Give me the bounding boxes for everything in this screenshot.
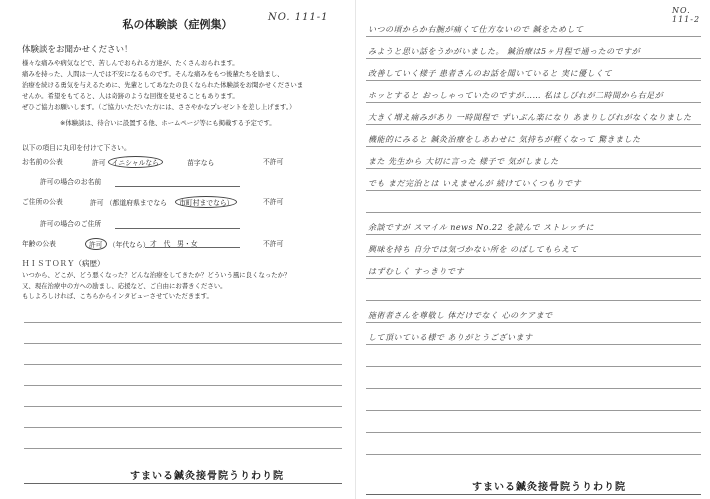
permit-label: 許可	[90, 199, 104, 207]
handwritten-line: はずむしく すっきりです	[368, 267, 465, 276]
age-field[interactable]	[145, 247, 240, 248]
writing-line	[366, 432, 701, 433]
age-permit-circled[interactable]: 許可	[85, 238, 107, 250]
writing-line	[366, 322, 701, 323]
age-deny-option[interactable]: 不許可	[263, 240, 284, 248]
permit-label: 許可	[92, 159, 106, 167]
writing-line	[24, 406, 342, 407]
handwritten-line: して頂いている様で ありがとうございます	[368, 333, 533, 342]
footer-rule	[24, 483, 342, 484]
writing-line	[366, 80, 701, 81]
handwritten-line: また 先生から 大切に言った 様子で 気がしました	[368, 157, 559, 166]
handwritten-line: 興味を持ち 自分では気づかない所を のばしてもらえて	[368, 245, 579, 254]
name-field[interactable]	[115, 186, 240, 187]
age-publish-label: 年齢の公表	[22, 240, 56, 248]
writing-line	[366, 234, 701, 235]
address-permit-option[interactable]	[90, 196, 237, 208]
writing-line	[366, 388, 701, 389]
writing-line	[366, 58, 701, 59]
handwritten-line: ホッとすると おっしゃっていたのですが…… 私はしびれが二時間から右足が	[368, 91, 664, 100]
intro-note: ※体験談は、待合いに設置する他、ホームページ等にも掲載する予定です。	[60, 119, 276, 127]
page-title: 私の体験談（症例集）	[122, 18, 233, 31]
handwritten-line: 施術者さんを尊敬し 体だけでなく 心のケアまで	[368, 311, 553, 320]
address-publish-label: ご住所の公表	[22, 198, 63, 206]
form-intro: 以下の項目に丸印を付けて下さい。	[22, 144, 131, 152]
intro-text	[22, 58, 340, 113]
writing-line	[366, 300, 701, 301]
writing-line	[24, 343, 342, 344]
handwritten-line: みようと思い話をうかがいました。 鍼治療は5ヶ月程で通ったのですが	[368, 47, 641, 56]
writing-line	[366, 102, 701, 103]
handwritten-line: 余談ですが スマイル news No.22 を読んで ストレッチに	[368, 223, 595, 232]
name-publish-label: お名前の公表	[22, 158, 63, 166]
surname-option[interactable]: 苗字なら	[187, 159, 215, 167]
writing-line	[366, 454, 701, 455]
age-value: 才 代 男・女	[150, 240, 198, 248]
writing-line	[366, 366, 701, 367]
age-permit-option[interactable]	[85, 238, 150, 250]
writing-line	[366, 124, 701, 125]
intro-title: 体験談をお聞かせください！	[22, 45, 133, 55]
clinic-footer: すまいる鍼灸接骨院うりわり院	[130, 471, 284, 482]
intro-line: 痛みを持った、人間は一人では不安になるものです。そんな痛みをもつ後輩たちを励まし、	[22, 70, 284, 78]
writing-line	[24, 322, 342, 323]
writing-line	[24, 427, 342, 428]
writing-line	[366, 344, 701, 345]
history-line: いつから、どこが、どう悪くなった？どんな治療をしてきたか？どういう風に良くなったか？	[22, 271, 291, 279]
history-title: ＨＩＳＴＯＲＹ（病歴）	[22, 259, 105, 268]
name-deny-option[interactable]: 不許可	[263, 158, 284, 166]
footer-rule	[366, 494, 701, 495]
handwritten-line: 機能的にみると 鍼灸治療をしあわせに 気持ちが軽くなって 驚きました	[368, 135, 641, 144]
intro-line: せんか。希望をもてると、人は奇跡のような回復を見せることもあります。	[22, 92, 239, 100]
history-instructions	[22, 270, 342, 302]
address-field-label: 許可の場合のご住所	[40, 220, 102, 228]
writing-line	[366, 190, 701, 191]
name-field-label: 許可の場合のお名前	[40, 178, 102, 186]
writing-line	[366, 256, 701, 257]
writing-line	[24, 364, 342, 365]
intro-line: ぜひご協力お願いします。（ご協力いただいた方には、ささやかなプレゼントを差し上げます。）	[22, 103, 296, 111]
name-permit-option[interactable]	[92, 156, 214, 168]
writing-line	[366, 146, 701, 147]
writing-line	[366, 168, 701, 169]
intro-line: 様々な痛みや病気などで、苦しんでおられる方達が、たくさんおられます。	[22, 59, 239, 67]
writing-line	[24, 448, 342, 449]
writing-line	[24, 385, 342, 386]
address-field[interactable]	[115, 228, 240, 229]
page-number: NO. 111-2	[672, 6, 701, 24]
intro-line: 治療を続ける勇気を与えるために、先輩としてあなたの良くなられた体験談をお聞かせくださいま	[22, 81, 304, 89]
age-era-option: （年代なら）	[108, 241, 150, 249]
page-number: NO. 111-1	[268, 12, 329, 23]
writing-line	[366, 212, 701, 213]
address-deny-option[interactable]: 不許可	[263, 198, 284, 206]
initial-option-circled[interactable]: イニシャルなら	[108, 156, 163, 168]
history-line: 又、現在治療中の方への励まし、応援など、ご自由にお書きください。	[22, 281, 227, 290]
handwritten-line: 大きく増え痛みがあり 一時間程で ずいぶん楽になり あまりしびれがなくなりました	[368, 113, 692, 122]
right-page	[355, 0, 710, 499]
clinic-footer: すまいる鍼灸接骨院うりわり院	[472, 482, 626, 493]
writing-line	[366, 36, 701, 37]
handwritten-line: でも まだ完治とは いえませんが 続けていくつもりです	[368, 179, 582, 188]
prefecture-option[interactable]: （都道府県までなら	[105, 199, 167, 207]
history-line: もしよろしければ、こちらからインタビューさせていただきます。	[22, 292, 213, 300]
city-option-circled[interactable]: 市町村までなら）	[175, 196, 237, 208]
handwritten-line: 改善していく様子 患者さんのお話を聞いていると 実に優しくて	[368, 69, 613, 78]
writing-line	[366, 278, 701, 279]
handwritten-line: いつの頃からか右腕が痛くて仕方ないので 鍼をためして	[368, 25, 584, 34]
writing-line	[366, 410, 701, 411]
